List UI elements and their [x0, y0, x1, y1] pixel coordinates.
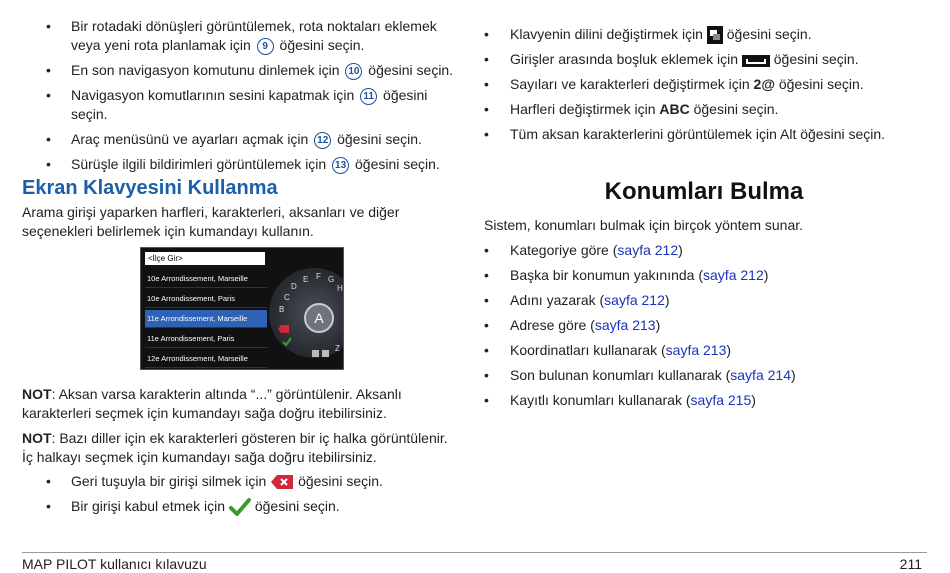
- nav-button-list: [22, 17, 462, 180]
- checkmark-icon: [229, 498, 251, 516]
- list-item: • Bir girişi kabul etmek için öğesini seçin.: [22, 497, 462, 516]
- page-link[interactable]: sayfa 213: [594, 317, 656, 333]
- dial-letter: H: [337, 284, 343, 293]
- footer-divider: [22, 552, 927, 553]
- note-2: NOT: Bazı diller için ek karakterleri gösteren bir iç halka görüntülenir. İç halkayı seçmek için kumandayı sağa doğru itebilirsiniz.: [22, 430, 448, 465]
- list-item: • Kategoriye göre (sayfa 212): [484, 241, 924, 260]
- list-item: • Araç menüsünü ve ayarları açmak için 12 öğesini seçin.: [22, 130, 462, 149]
- result-row-selected: 11e Arrondissement, Marseille: [145, 310, 267, 328]
- list-item: • Geri tuşuyla bir girişi silmek için öğesini seçin.: [22, 472, 462, 491]
- result-row: 10e Arrondissement, Paris: [145, 290, 267, 308]
- list-item: • Bir rotadaki dönüşleri görüntülemek, rota noktaları eklemek veya yeni rota planlamak için 9 öğesini seçin.: [22, 17, 462, 55]
- keyboard-options-list: [460, 25, 924, 150]
- delete-icon: [270, 474, 294, 490]
- list-item: • Girişler arasında boşluk eklemek için öğesini seçin.: [460, 50, 924, 69]
- dial-letter: D: [291, 282, 297, 291]
- list-item: • Başka bir konumun yakınında (sayfa 212): [484, 266, 924, 285]
- result-row: 11e Arrondissement, Paris: [145, 330, 267, 348]
- list-item: • Koordinatları kullanarak (sayfa 213): [484, 341, 924, 360]
- dial-letter: E: [303, 275, 309, 284]
- list-item: • Tüm aksan karakterlerini görüntülemek için Alt öğesini seçin.: [460, 125, 924, 144]
- dial-letter: F: [316, 272, 321, 281]
- page-link[interactable]: sayfa 212: [617, 242, 679, 258]
- delete-icon: [278, 324, 290, 334]
- dial-letter: Z: [335, 344, 340, 353]
- list-item: • Adını yazarak (sayfa 212): [484, 291, 924, 310]
- result-row: 12e Arrondissement, Marseille: [145, 350, 267, 368]
- dial-letter: G: [328, 275, 335, 284]
- find-methods-list: [484, 241, 924, 416]
- list-item: • Sayıları ve karakterleri değiştirmek için 2@ öğesini seçin.: [460, 75, 924, 94]
- note-1: NOT: Aksan varsa karakterin altında “...” görüntülenir. Aksanlı karakterleri seçmek için kumandayı sağa doğru itebilirsiniz.: [22, 386, 402, 421]
- footer-title: MAP PILOT kullanıcı kılavuzu: [22, 556, 207, 572]
- list-item: • Navigasyon komutlarının sesini kapatmak için 11 öğesini seçin.: [22, 86, 462, 124]
- list-item: • En son navigasyon komutunu dinlemek için 10 öğesini seçin.: [22, 61, 462, 80]
- keyboard-intro: Arama girişi yaparken harfleri, karakterleri, aksanları ve diğer seçenekleri belirlemek için kumandayı kullanın.: [22, 204, 400, 239]
- number-11-icon: 11: [360, 88, 377, 105]
- keyboard-option-icons: [311, 348, 331, 358]
- city-input-field: <İlçe Gir>: [145, 252, 265, 265]
- number-13-icon: 13: [332, 157, 349, 174]
- dial-letter: C: [284, 293, 290, 302]
- list-item: • Kayıtlı konumları kullanarak (sayfa 215): [484, 391, 924, 410]
- section-heading-keyboard: Ekran Klavyesini Kullanma: [22, 177, 278, 199]
- list-item: • Klavyenin dilini değiştirmek için öğesini seçin.: [460, 25, 924, 44]
- keyboard-screenshot: [140, 247, 344, 370]
- find-intro: Sistem, konumları bulmak için birçok yöntem sunar.: [484, 217, 804, 233]
- result-row: 10e Arrondissement, Marseille: [145, 270, 267, 288]
- page-number: 211: [899, 556, 922, 572]
- list-item: • Adrese göre (sayfa 213): [484, 316, 924, 335]
- page-link[interactable]: sayfa 213: [665, 342, 727, 358]
- dial-letter: B: [279, 305, 285, 314]
- keyboard-actions-list: [22, 472, 462, 522]
- page-link[interactable]: sayfa 215: [690, 392, 752, 408]
- number-9-icon: 9: [257, 38, 274, 55]
- list-item: • Harfleri değiştirmek için ABC öğesini seçin.: [460, 100, 924, 119]
- page-link[interactable]: sayfa 214: [730, 367, 791, 383]
- number-10-icon: 10: [345, 63, 362, 80]
- number-12-icon: 12: [314, 132, 331, 149]
- checkmark-icon: [282, 337, 292, 346]
- space-icon: [742, 55, 770, 67]
- dial-center-letter: A: [304, 303, 334, 333]
- list-item: • Sürüşle ilgili bildirimleri görüntülemek için 13 öğesini seçin.: [22, 155, 462, 174]
- section-heading-find-locations: Konumları Bulma: [604, 178, 804, 205]
- language-icon: [707, 26, 723, 44]
- page-link[interactable]: sayfa 212: [703, 267, 764, 283]
- list-item: • Son bulunan konumları kullanarak (sayfa 214): [484, 366, 924, 385]
- page-link[interactable]: sayfa 212: [604, 292, 665, 308]
